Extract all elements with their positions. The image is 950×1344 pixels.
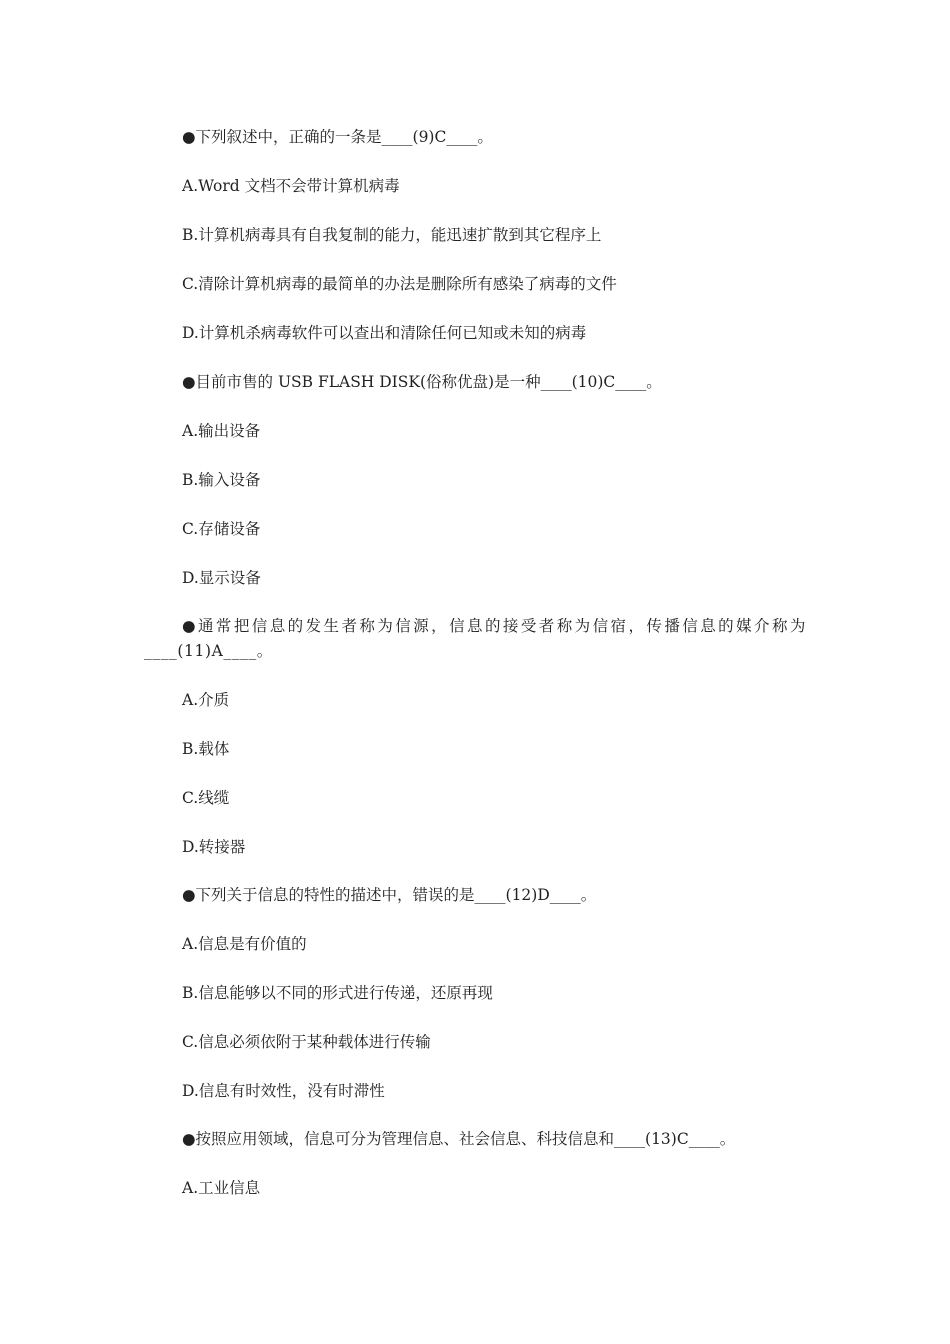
question-11-option-c: C.线缆 (182, 789, 230, 807)
question-11-option-d: D.转接器 (182, 838, 246, 856)
question-12-option-d: D.信息有时效性，没有时滞性 (182, 1082, 385, 1100)
question-11-stem: ●通常把信息的发生者称为信源，信息的接受者称为信宿，传播信息的媒介称为____(11)A____。 (144, 617, 806, 660)
question-11-option-b: B.载体 (182, 740, 230, 758)
question-10-stem: ●目前市售的 USB FLASH DISK(俗称优盘)是一种____(10)C____。 (182, 373, 662, 391)
question-13-stem: ●按照应用领域，信息可分为管理信息、社会信息、科技信息和____(13)C____。 (182, 1130, 736, 1148)
question-9-stem: ●下列叙述中，正确的一条是____(9)C____。 (182, 128, 493, 146)
question-13-option-a: A.工业信息 (182, 1179, 261, 1197)
question-12-option-a: A.信息是有价值的 (182, 935, 307, 953)
question-10-option-a: A.输出设备 (182, 422, 261, 440)
question-10-option-d: D.显示设备 (182, 569, 261, 587)
question-9-option-a: A.Word 文档不会带计算机病毒 (182, 177, 400, 195)
question-10-option-c: C.存储设备 (182, 520, 261, 538)
question-9-option-b: B.计算机病毒具有自我复制的能力，能迅速扩散到其它程序上 (182, 226, 602, 244)
question-12-option-c: C.信息必须依附于某种载体进行传输 (182, 1033, 431, 1051)
question-11-option-a: A.介质 (182, 691, 230, 709)
question-10-option-b: B.输入设备 (182, 471, 261, 489)
question-9-option-d: D.计算机杀病毒软件可以查出和清除任何已知或未知的病毒 (182, 324, 587, 342)
question-9-option-c: C.清除计算机病毒的最简单的办法是删除所有感染了病毒的文件 (182, 275, 617, 293)
question-12-option-b: B.信息能够以不同的形式进行传递，还原再现 (182, 984, 493, 1002)
question-12-stem: ●下列关于信息的特性的描述中，错误的是____(12)D____。 (182, 886, 597, 904)
